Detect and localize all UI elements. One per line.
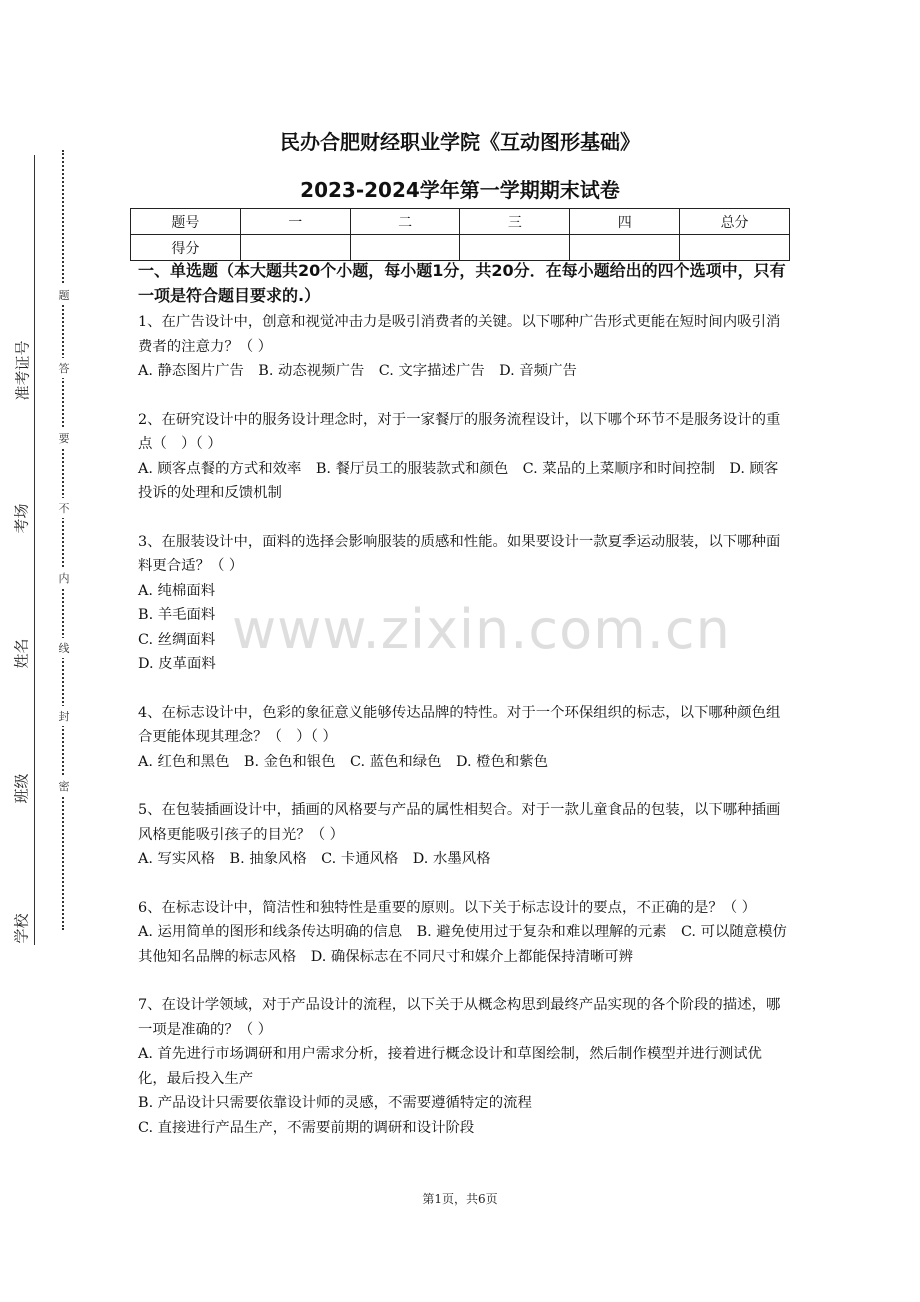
question-options: A. 运用简单的图形和线条传达明确的信息 B. 避免使用过于复杂和难以理解的元素 C. 可以随意模仿其他知名品牌的标志风格 D. 确保标志在不同尺寸和媒介上都能保持清晰可辨: [138, 924, 787, 965]
question-text: 4、在标志设计中，色彩的象征意义能够传达品牌的特性。对于一个环保组织的标志，以下哪种颜色组合更能体现其理念？（ ）（ ）: [138, 704, 781, 745]
question-3: [138, 530, 788, 677]
score-cell[interactable]: [240, 235, 350, 261]
question-5: [138, 798, 788, 872]
seal-char: 线: [57, 638, 71, 658]
label-school: 学校: [12, 913, 31, 944]
seal-char: 密: [57, 776, 71, 796]
watermark: www.zixin.com.cn: [232, 598, 731, 661]
score-cell[interactable]: [680, 235, 790, 261]
option-b: B. 羊毛面料: [138, 607, 216, 623]
page-footer: 第1页，共6页: [422, 1192, 498, 1206]
question-options: A. 红色和黑色 B. 金色和银色 C. 蓝色和绿色 D. 橙色和紫色: [138, 753, 549, 770]
score-table-header-cell: 一: [240, 209, 350, 235]
score-table-header-cell: 三: [460, 209, 570, 235]
score-table-header-cell: 总分: [680, 209, 790, 235]
question-1: [138, 310, 788, 384]
question-7: [138, 993, 788, 1140]
exam-content: [138, 258, 788, 1140]
option-c: C. 直接进行产品生产，不需要前期的调研和设计阶段: [138, 1119, 475, 1136]
score-table: [130, 208, 790, 261]
seal-char: 内: [57, 568, 71, 588]
score-table-score-row: [131, 235, 790, 261]
question-options: A. 顾客点餐的方式和效率 B. 餐厅员工的服装款式和颜色 C. 菜品的上菜顺序和时间控制 D. 顾客投诉的处理和反馈机制: [138, 460, 779, 501]
option-c: C. 丝绸面料: [138, 631, 216, 648]
question-text: 1、在广告设计中，创意和视觉冲击力是吸引消费者的关键。以下哪种广告形式更能在短时间内吸引消费者的注意力？（ ）: [138, 314, 781, 355]
label-name: 姓名: [12, 638, 31, 669]
question-text: 5、在包装插画设计中，插画的风格要与产品的属性相契合。对于一款儿童食品的包装，以下哪种插画风格更能吸引孩子的目光？（ ）: [138, 802, 781, 843]
score-row-label: 得分: [131, 235, 241, 261]
option-a: A. 首先进行市场调研和用户需求分析，接着进行概念设计和草图绘制，然后制作模型并进行测试优化，最后投入生产: [138, 1046, 762, 1087]
question-6: [138, 896, 788, 970]
score-cell[interactable]: [350, 235, 460, 261]
question-text: 2、在研究设计中的服务设计理念时，对于一家餐厅的服务流程设计，以下哪个环节不是服务设计的重点（ ）（ ）: [138, 411, 781, 452]
label-class: 班级: [12, 773, 31, 804]
question-2: [138, 408, 788, 506]
question-text: 6、在标志设计中，简洁性和独特性是重要的原则。以下关于标志设计的要点，不正确的是？（ ）: [138, 899, 757, 916]
score-cell[interactable]: [460, 235, 570, 261]
seal-char: 要: [57, 428, 71, 448]
question-options: A. 静态图片广告 B. 动态视频广告 C. 文字描述广告 D. 音频广告: [138, 363, 577, 379]
label-exam-room: 考场: [12, 503, 31, 534]
question-options: A. 写实风格 B. 抽象风格 C. 卡通风格 D. 水墨风格: [138, 851, 491, 867]
seal-char: 封: [57, 706, 71, 726]
seal-char: 不: [57, 498, 71, 518]
score-table-header-cell: 二: [350, 209, 460, 235]
seal-dotted-line: [62, 150, 68, 930]
section-heading: 一、单选题（本大题共20个小题，每小题1分，共20分．在每小题给出的四个选项中，只有一项是符合题目要求的.）: [138, 261, 786, 305]
score-table-header-cell: 四: [570, 209, 680, 235]
exam-title-school: 民办合肥财经职业学院《互动图形基础》: [280, 130, 640, 154]
option-a: A. 纯棉面料: [138, 582, 216, 599]
question-4: [138, 701, 788, 775]
score-cell[interactable]: [570, 235, 680, 261]
score-table-header-row: [131, 209, 790, 235]
binding-line: [34, 155, 35, 945]
label-exam-number: 准考证号: [13, 340, 32, 401]
question-text: 3、在服装设计中，面料的选择会影响服装的质感和性能。如果要设计一款夏季运动服装，以下哪种面料更合适？（ ）: [138, 533, 781, 574]
seal-char: 题: [57, 285, 71, 305]
option-b: B. 产品设计只需要依靠设计师的灵感，不需要遵循特定的流程: [138, 1095, 532, 1111]
score-table-header-cell: 题号: [131, 209, 241, 235]
option-d: D. 皮革面料: [138, 656, 216, 672]
exam-title-term: 2023-2024学年第一学期期末试卷: [300, 178, 620, 202]
question-text: 7、在设计学领域，对于产品设计的流程，以下关于从概念构思到最终产品实现的各个阶段的描述，哪一项是准确的？（ ）: [138, 997, 781, 1038]
seal-char: 答: [57, 358, 71, 378]
